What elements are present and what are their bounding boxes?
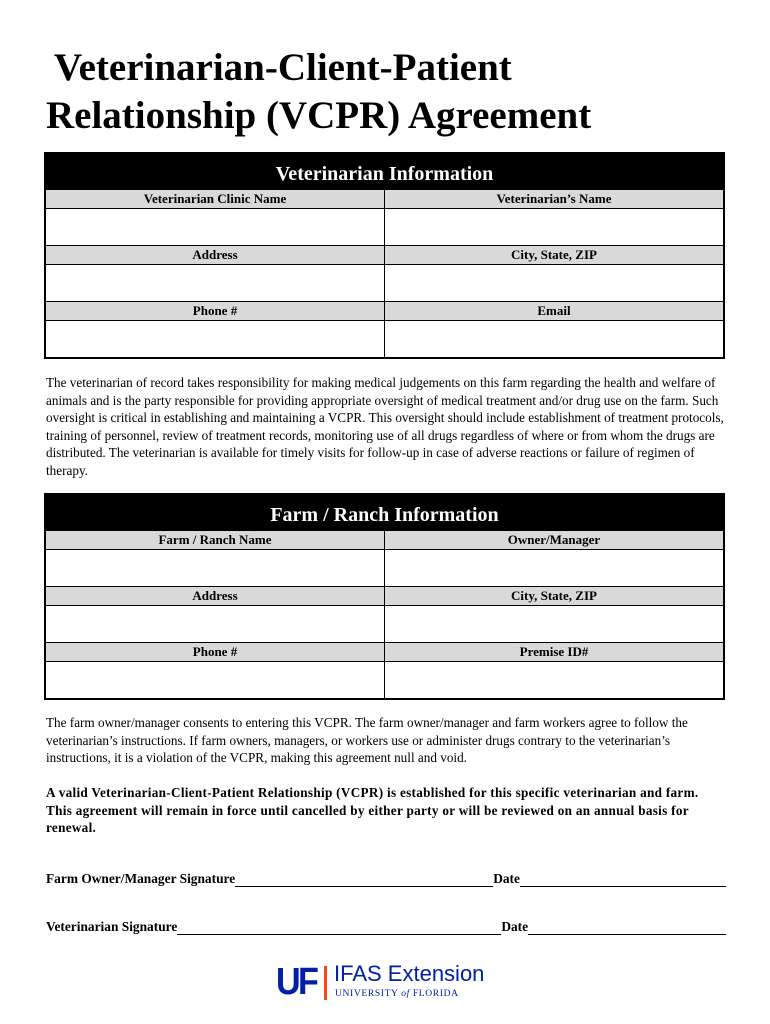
owner-signature-label: Farm Owner/Manager Signature — [46, 871, 236, 886]
clinic-name-field[interactable] — [46, 209, 385, 246]
farm-phone-field[interactable] — [46, 662, 385, 699]
farm-info-table — [46, 531, 723, 698]
title-line-2: Relationship (VCPR) Agreement — [46, 94, 592, 137]
vet-email-label: Email — [385, 302, 724, 321]
ifas-extension-text: IFAS Extension — [334, 961, 485, 986]
logo-divider — [324, 966, 327, 1000]
owner-date-label: Date — [493, 871, 520, 886]
farm-city-state-zip-label: City, State, ZIP — [385, 587, 724, 606]
vet-phone-field[interactable] — [46, 321, 385, 358]
farm-address-label: Address — [46, 587, 385, 606]
farm-name-field[interactable] — [46, 550, 385, 587]
vet-signature-label: Veterinarian Signature — [46, 919, 178, 934]
owner-signature-row — [46, 869, 726, 887]
veterinarian-info-heading: Veterinarian Information — [46, 154, 723, 190]
farm-phone-label: Phone # — [46, 643, 385, 662]
farm-info-heading: Farm / Ranch Information — [46, 495, 723, 531]
vet-city-state-zip-field[interactable] — [385, 265, 724, 302]
vet-address-label: Address — [46, 246, 385, 265]
clinic-name-label: Veterinarian Clinic Name — [46, 190, 385, 209]
uf-logo-mark: UF — [276, 961, 317, 1003]
farm-name-label: Farm / Ranch Name — [46, 531, 385, 550]
vet-name-label: Veterinarian’s Name — [385, 190, 724, 209]
vet-city-state-zip-label: City, State, ZIP — [385, 246, 724, 265]
owner-date-line[interactable] — [520, 872, 726, 887]
premise-id-label: Premise ID# — [385, 643, 724, 662]
owner-manager-field[interactable] — [385, 550, 724, 587]
premise-id-field[interactable] — [385, 662, 724, 699]
veterinarian-info-section — [44, 152, 725, 359]
farm-address-field[interactable] — [46, 606, 385, 643]
owner-manager-label: Owner/Manager — [385, 531, 724, 550]
vet-date-line[interactable] — [528, 920, 726, 935]
page-title — [46, 44, 746, 140]
farm-info-section — [44, 493, 725, 700]
university-of-florida-text: UNIVERSITY of FLORIDA — [335, 988, 459, 999]
vet-responsibility-paragraph: The veterinarian of record takes responsibility for making medical judgements on this farm regarding the health and welfare of animals and is the party responsible for providing appropriate oversight of medical treatment and/or drug use on the farm. Such oversight is critical in establishing and maintaining a VCPR. This oversight should include establishment of treatment protocols, training of personnel, review of treatment records, monitoring use of all drugs regardless of where or from whom the drugs are distributed. The veterinarian is available for timely visits for follow-up in case of adverse reactions or failure of regimen of therapy. — [46, 375, 724, 478]
vet-email-field[interactable] — [385, 321, 724, 358]
uf-ifas-extension-logo — [276, 962, 506, 1004]
vet-signature-row — [46, 917, 726, 935]
vet-date-label: Date — [501, 919, 529, 934]
vcpr-validity-paragraph: A valid Veterinarian-Client-Patient Relationship (VCPR) is established for this specific veterinarian and farm. This agreement will remain in force until cancelled by either party or will be reviewed on an annual basis for renewal. — [46, 785, 699, 836]
vet-name-field[interactable] — [385, 209, 724, 246]
vet-signature-line[interactable] — [177, 920, 501, 935]
owner-signature-line[interactable] — [239, 872, 493, 887]
farm-city-state-zip-field[interactable] — [385, 606, 724, 643]
vet-address-field[interactable] — [46, 265, 385, 302]
vet-phone-label: Phone # — [46, 302, 385, 321]
veterinarian-info-table — [46, 190, 723, 357]
farm-consent-paragraph: The farm owner/manager consents to entering this VCPR. The farm owner/manager and farm workers agree to follow the veterinarian’s instructions. If farm owners, managers, or workers use or administer drugs contrary to the veterinarian’s instructions, it is a violation of the VCPR, making this agreement null and void. — [46, 715, 688, 766]
title-line-1: Veterinarian-Client-Patient — [54, 46, 512, 89]
